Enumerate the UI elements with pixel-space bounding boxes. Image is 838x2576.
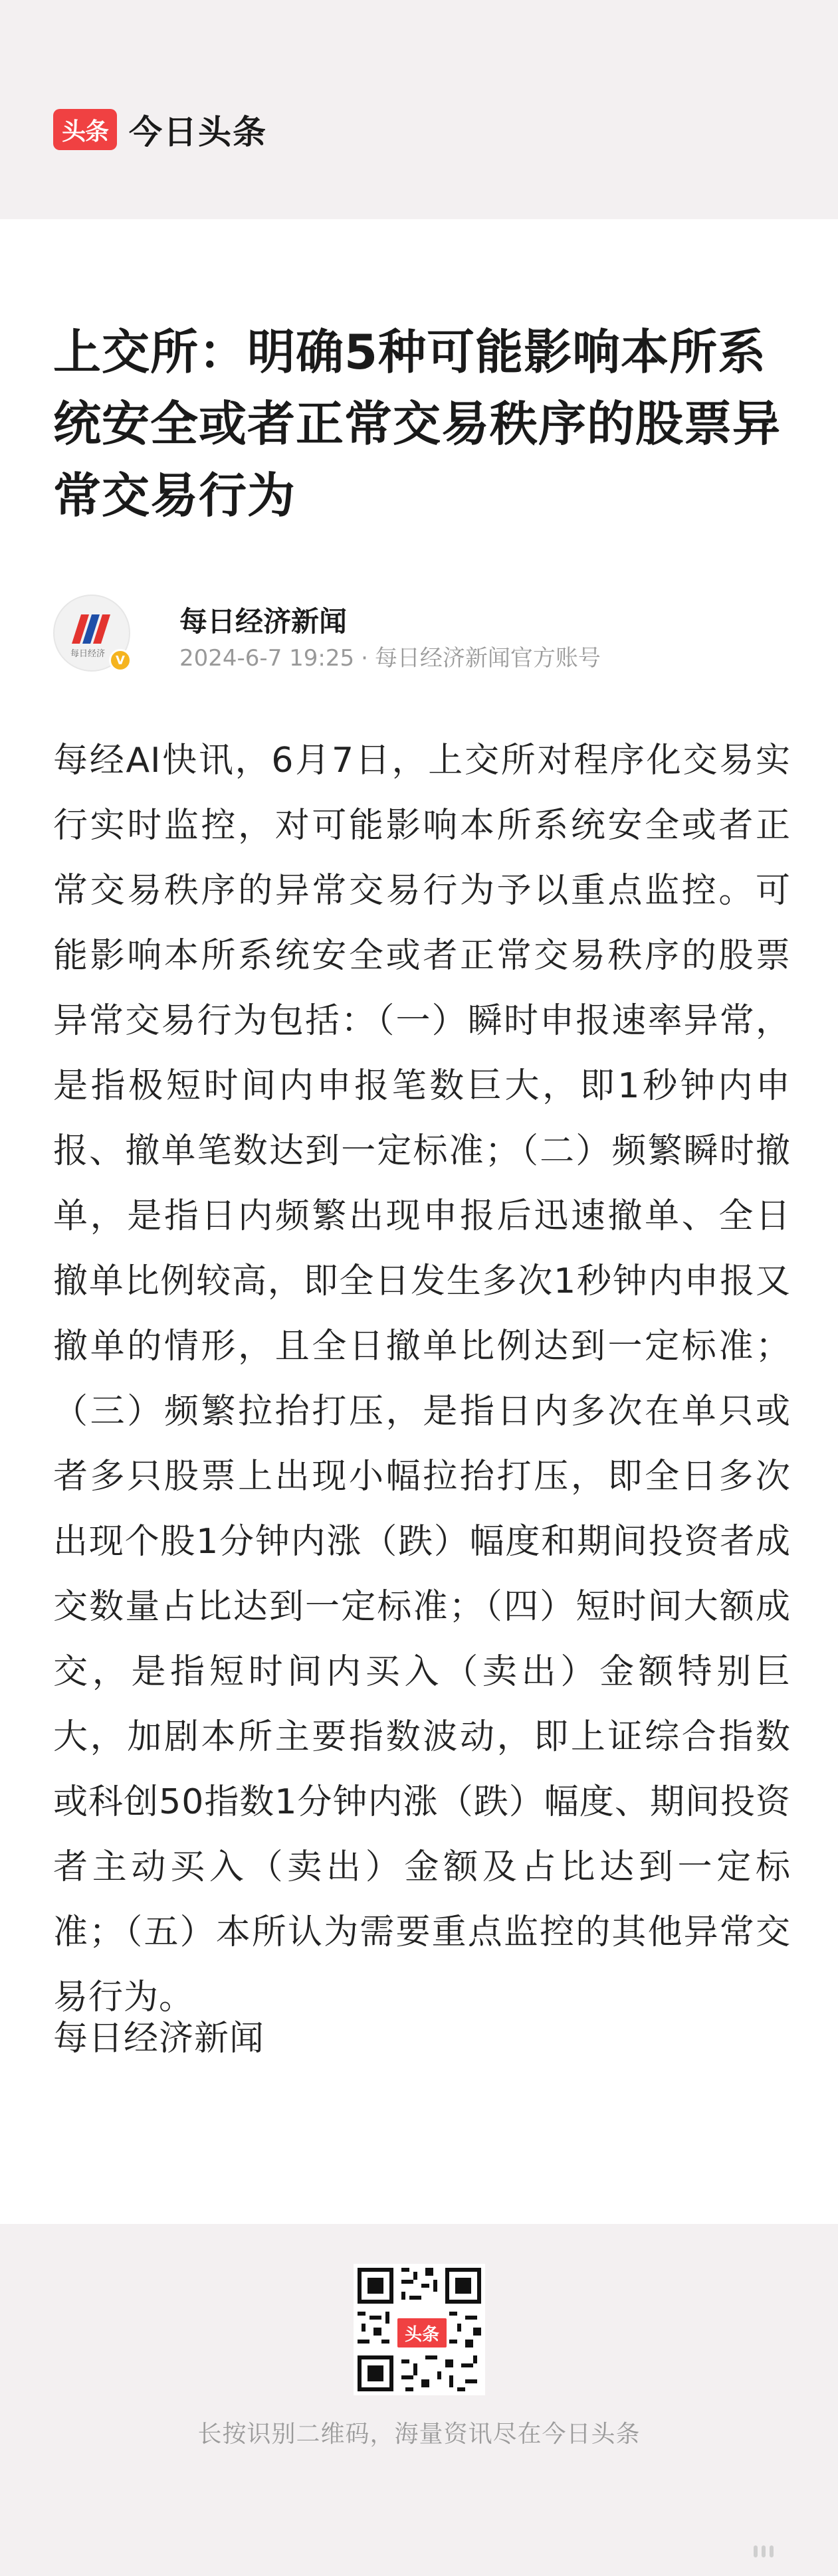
top-bar: [0, 0, 838, 219]
app-name: 今日头条: [129, 113, 267, 151]
footer-caption: 长按识别二维码，海量资讯尽在今日头条: [197, 2421, 641, 2448]
meta-separator: ·: [361, 645, 368, 672]
verified-v-icon: V: [109, 649, 132, 672]
account-type: 每日经济新闻官方账号: [374, 645, 601, 672]
article-title: 上交所：明确5种可能影响本所系统安全或者正常交易秩序的股票异常交易行为: [53, 324, 782, 523]
author-name[interactable]: 每日经济新闻: [179, 605, 348, 638]
author-meta: [179, 640, 601, 672]
avatar-label: 每日经济: [70, 649, 105, 659]
app-logo[interactable]: [53, 108, 267, 151]
author-info[interactable]: [53, 595, 784, 674]
nbd-logo-icon: [69, 609, 117, 646]
qr-badge: 头条: [395, 2316, 449, 2350]
avatar[interactable]: [53, 595, 130, 672]
article-source: 每日经济新闻: [53, 2019, 265, 2059]
share-footer: [0, 2224, 838, 2576]
article-card: [0, 219, 838, 2224]
qr-code-icon[interactable]: [354, 2264, 485, 2395]
scroll-indicator-icon: [751, 2541, 804, 2564]
article-body: 每经AI快讯，6月7日，上交所对程序化交易实行实时监控，对可能影响本所系统安全或者正常交易秩序的异常交易行为予以重点监控。可能影响本所系统安全或者正常交易秩序的股票异常交易行为包括：（一）瞬时申报速率异常，是指极短时间内申报笔数巨大，即1秒钟内申报、撤单笔数达到一定标准；（二）频繁瞬时撤单，是指日内频繁出现申报后迅速撤单、全日撤单比例较高，即全日发生多次1秒钟内申报又撤单的情形，且全日撤单比例达到一定标准；（三）频繁拉抬打压，是指日内多次在单只或者多只股票上出现小幅拉抬打压，即全日多次出现个股1分钟内涨（跌）幅度和期间投资者成交数量占比达到一定标准；（四）短时间大额成交，是指短时间内买入（卖出）金额特别巨大，加剧本所主要指数波动，即上证综合指数或科创50指数1分钟内涨（跌）幅度、期间投资者主动买入（卖出）金额及占比达到一定标准；（五）本所认为需要重点监控的其他异常交易行为。: [53, 741, 791, 2017]
publish-date: 2024-6-7 19:25: [179, 645, 355, 672]
toutiao-logo-badge: 头条: [53, 109, 117, 150]
